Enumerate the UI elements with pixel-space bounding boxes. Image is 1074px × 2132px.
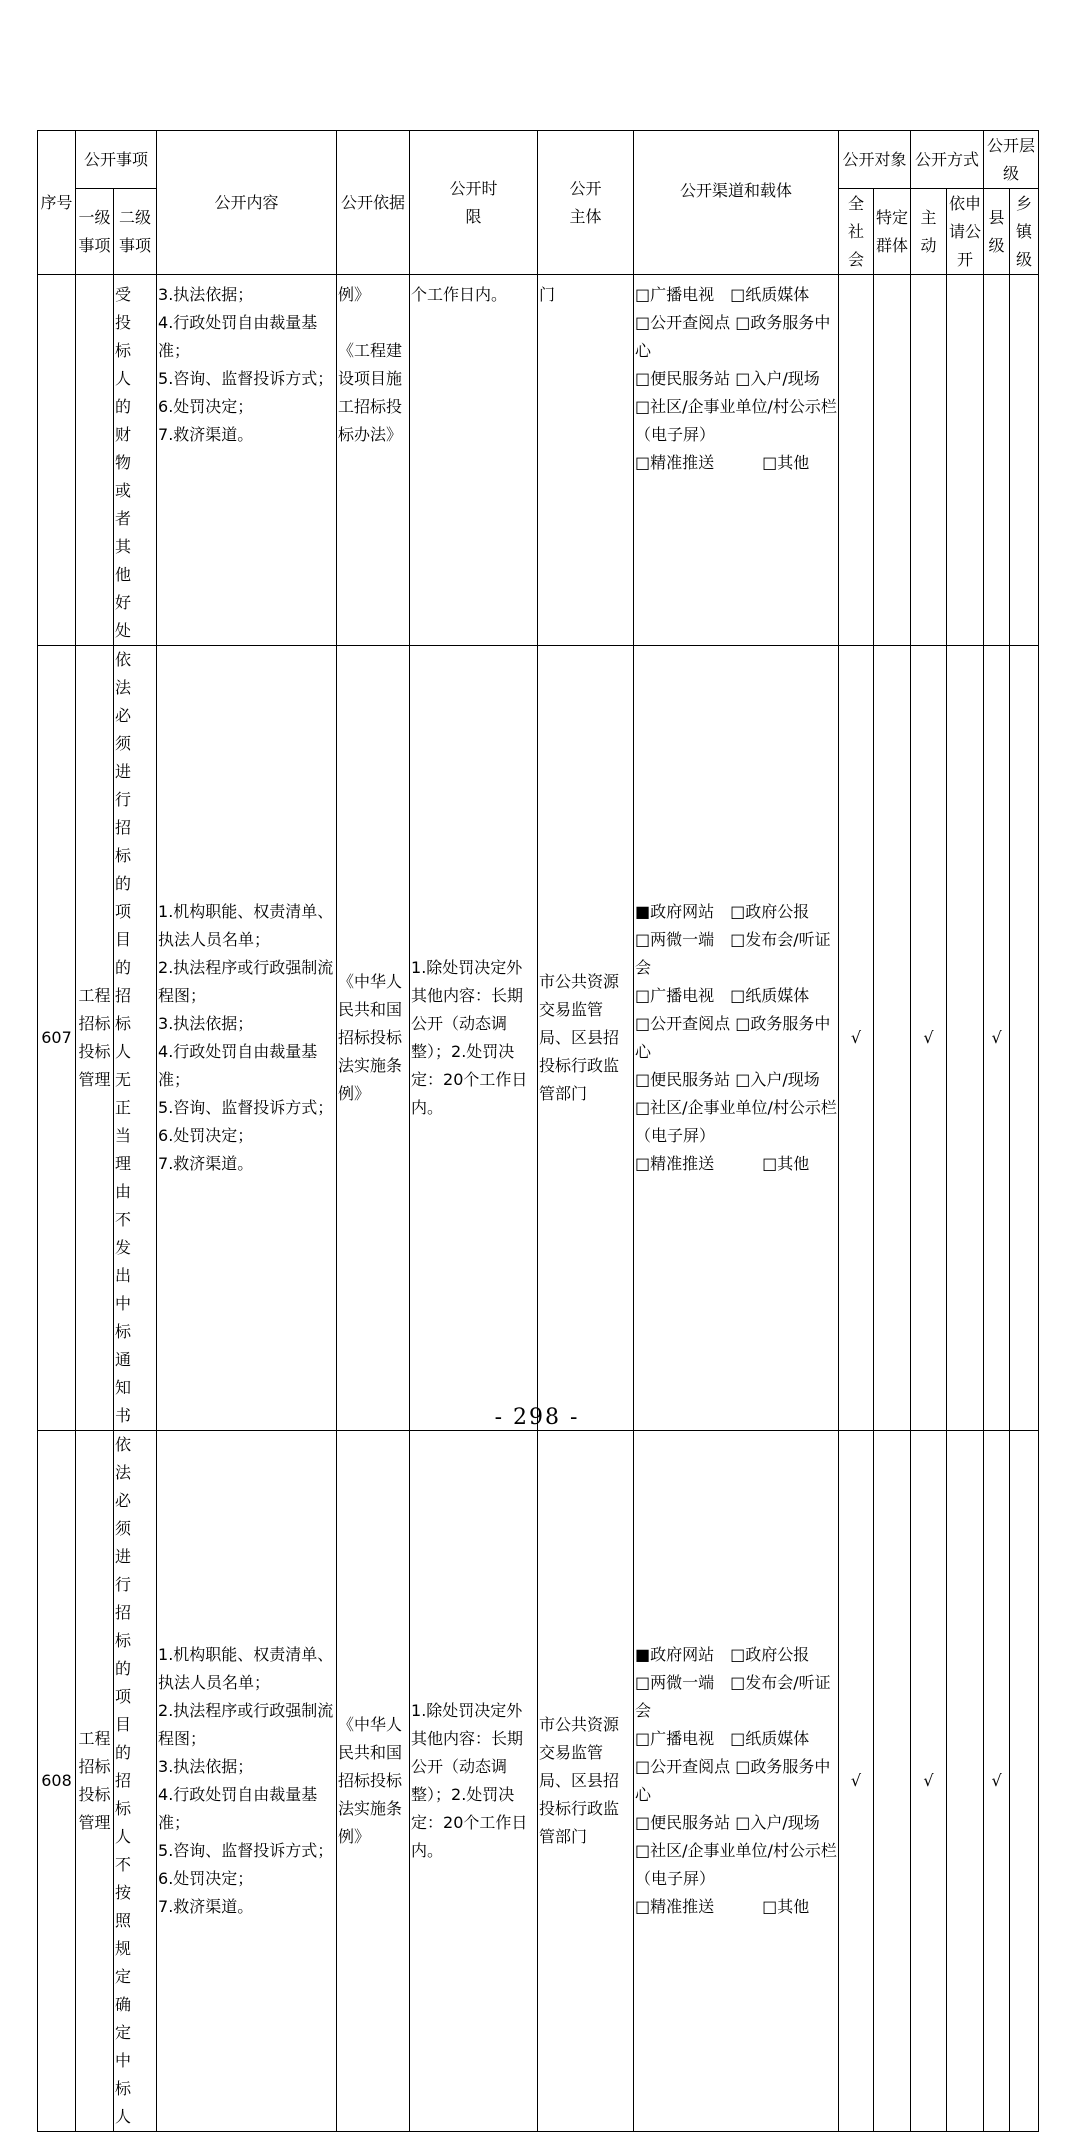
header-level-group: 公开层级 (984, 131, 1039, 189)
channel-line: □便民服务站 □入户/现场 (635, 1070, 820, 1089)
channel-line: □便民服务站 □入户/现场 (635, 369, 820, 388)
row-item2: 依法必须进行招标的项目的招标人不按照规定确定中标人 (114, 1431, 157, 2132)
header-row-1 (38, 131, 1039, 189)
row-time-limit: 1.除处罚决定外其他内容：长期公开（动态调整）；2.处罚决定：20个工作日内。 (410, 646, 538, 1431)
row-content (157, 646, 337, 1431)
row-seq: 608 (38, 1431, 76, 2132)
header-method-request: 依申请公开 (947, 189, 984, 275)
header-channel: 公开渠道和载体 (634, 131, 839, 275)
check-method-active: √ (911, 646, 947, 1431)
header-target-all: 全社会 (839, 189, 874, 275)
header-item-group: 公开事项 (76, 131, 157, 189)
header-seq: 序号 (38, 131, 76, 275)
content-line: 6.处罚决定； (158, 1126, 254, 1145)
check-target-specific (874, 646, 911, 1431)
content-line: 5.咨询、监督投诉方式； (158, 369, 334, 388)
row-channels (634, 275, 839, 646)
content-line: 3.执法依据； (158, 1014, 254, 1033)
header-item2: 二级事项 (114, 189, 157, 275)
channel-line: □精准推送 □其他 (635, 1154, 810, 1173)
channel-line: □便民服务站 □入户/现场 (635, 1813, 820, 1832)
content-line: 1.机构职能、权责清单、执法人员名单； (158, 1645, 334, 1692)
row-subject: 门 (538, 275, 634, 646)
content-line: 3.执法依据； (158, 285, 254, 304)
check-level-county (984, 275, 1010, 646)
content-line: 7.救济渠道。 (158, 1154, 254, 1173)
row-item2: 受投标人的财物或者其他好处 (114, 275, 157, 646)
header-method-group: 公开方式 (911, 131, 984, 189)
row-item2: 依法必须进行招标的项目的招标人无正当理由不发出中标通知书 (114, 646, 157, 1431)
check-target-all (839, 275, 874, 646)
row-basis (337, 275, 410, 646)
channel-line: □广播电视 □纸质媒体 (635, 285, 810, 304)
header-item1: 一级事项 (76, 189, 114, 275)
check-level-town (1010, 646, 1039, 1431)
check-target-all: √ (839, 646, 874, 1431)
row-basis: 《中华人民共和国招标投标法实施条例》 (337, 1431, 410, 2132)
header-method-active: 主动 (911, 189, 947, 275)
channel-line: □精准推送 □其他 (635, 1897, 810, 1916)
header-subject: 公开主体 (538, 131, 634, 275)
channel-line: □广播电视 □纸质媒体 (635, 986, 810, 1005)
check-level-county: √ (984, 1431, 1010, 2132)
check-method-request (947, 1431, 984, 2132)
row-seq: 607 (38, 646, 76, 1431)
row-subject: 市公共资源交易监管局、区县招投标行政监管部门 (538, 1431, 634, 2132)
channel-line: □两微一端 □发布会/听证会 (635, 1673, 831, 1720)
check-level-town (1010, 1431, 1039, 2132)
row-seq (38, 275, 76, 646)
content-line: 6.处罚决定； (158, 397, 254, 416)
row-content (157, 1431, 337, 2132)
content-line: 2.执法程序或行政强制流程图； (158, 958, 334, 1005)
content-line: 5.咨询、监督投诉方式； (158, 1841, 334, 1860)
header-level-county: 县级 (984, 189, 1010, 275)
channel-line: □广播电视 □纸质媒体 (635, 1729, 810, 1748)
check-method-request (947, 275, 984, 646)
row-content (157, 275, 337, 646)
content-line: 1.机构职能、权责清单、执法人员名单； (158, 902, 334, 949)
header-content: 公开内容 (157, 131, 337, 275)
content-line: 4.行政处罚自由裁量基准； (158, 313, 318, 360)
row-item1: 工程招标投标管理 (76, 1431, 114, 2132)
channel-line: □社区/企事业单位/村公示栏（电子屏） (635, 1098, 837, 1145)
check-level-county: √ (984, 646, 1010, 1431)
check-method-request (947, 646, 984, 1431)
content-line: 7.救济渠道。 (158, 1897, 254, 1916)
row-item1 (76, 275, 114, 646)
check-method-active: √ (911, 1431, 947, 2132)
channel-line: □社区/企事业单位/村公示栏（电子屏） (635, 1841, 837, 1888)
channel-line: □精准推送 □其他 (635, 453, 810, 472)
content-line: 6.处罚决定； (158, 1869, 254, 1888)
content-line: 7.救济渠道。 (158, 425, 254, 444)
row-subject: 市公共资源交易监管局、区县招投标行政监管部门 (538, 646, 634, 1431)
channel-line: □公开查阅点 □政务服务中心 (635, 313, 831, 360)
channel-line: ■政府网站 □政府公报 (635, 902, 810, 921)
content-line: 3.执法依据； (158, 1757, 254, 1776)
check-target-specific (874, 1431, 911, 2132)
table-row (38, 1431, 1039, 2132)
basis-line: 《工程建设项目施工招标投标办法》 (338, 341, 403, 444)
check-level-town (1010, 275, 1039, 646)
content-line: 4.行政处罚自由裁量基准； (158, 1042, 318, 1089)
row-channels (634, 646, 839, 1431)
check-target-specific (874, 275, 911, 646)
basis-line: 例》 (338, 285, 371, 304)
row-item1: 工程招标投标管理 (76, 646, 114, 1431)
header-level-town: 乡镇级 (1010, 189, 1039, 275)
channel-line: ■政府网站 □政府公报 (635, 1645, 810, 1664)
basis-spacer (338, 309, 408, 337)
channel-line: □公开查阅点 □政务服务中心 (635, 1757, 831, 1804)
content-line: 5.咨询、监督投诉方式； (158, 1098, 334, 1117)
check-target-all: √ (839, 1431, 874, 2132)
content-line: 2.执法程序或行政强制流程图； (158, 1701, 334, 1748)
row-basis: 《中华人民共和国招标投标法实施条例》 (337, 646, 410, 1431)
channel-line: □公开查阅点 □政务服务中心 (635, 1014, 831, 1061)
row-time-limit: 个工作日内。 (410, 275, 538, 646)
row-channels (634, 1431, 839, 2132)
content-line: 4.行政处罚自由裁量基准； (158, 1785, 318, 1832)
header-time-limit: 公开时限 (410, 131, 538, 275)
table-row (38, 275, 1039, 646)
page-number: - 298 - (494, 1405, 580, 1430)
header-target-group: 公开对象 (839, 131, 911, 189)
disclosure-table (37, 130, 1039, 2132)
channel-line: □社区/企事业单位/村公示栏（电子屏） (635, 397, 837, 444)
check-method-active (911, 275, 947, 646)
header-basis: 公开依据 (337, 131, 410, 275)
header-target-specific: 特定群体 (874, 189, 911, 275)
channel-line: □两微一端 □发布会/听证会 (635, 930, 831, 977)
row-time-limit: 1.除处罚决定外其他内容：长期公开（动态调整）；2.处罚决定：20个工作日内。 (410, 1431, 538, 2132)
table-row (38, 646, 1039, 1431)
